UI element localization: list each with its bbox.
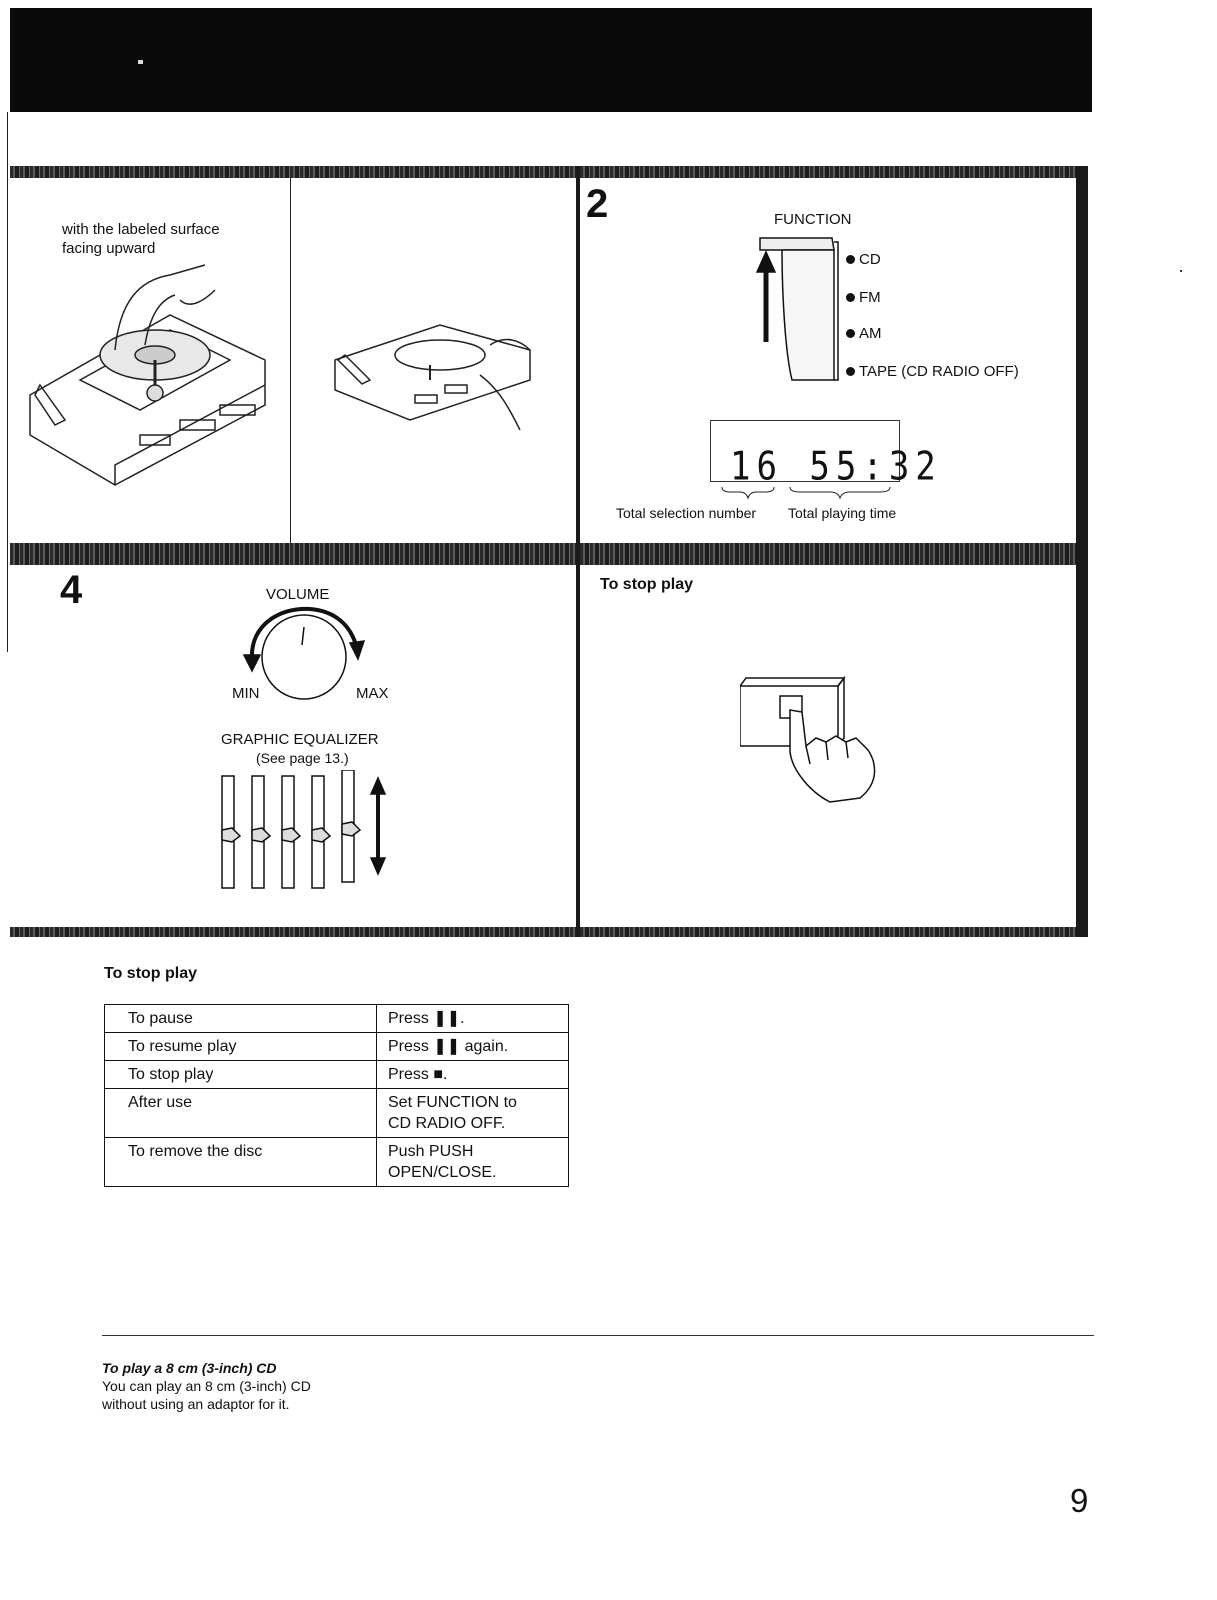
left-margin-rule: [7, 112, 8, 652]
table-row: [105, 1061, 569, 1089]
header-band: [10, 8, 1092, 112]
function-option-fm[interactable]: [846, 289, 881, 306]
eq-slider-1: [222, 776, 240, 888]
graphic-equalizer-illustration[interactable]: [218, 770, 398, 895]
operations-table: [104, 1004, 569, 1187]
function-option-tape[interactable]: [846, 363, 1019, 380]
table-cell-action: To pause: [105, 1005, 377, 1033]
table-row: [105, 1138, 569, 1187]
table-row: [105, 1089, 569, 1138]
table-cell-how: Press ■.: [377, 1061, 569, 1089]
panel-divider-2: [576, 166, 580, 937]
table-cell-how: [377, 1138, 569, 1187]
table-cell-how-line1: Set FUNCTION to: [388, 1094, 517, 1111]
volume-label: VOLUME: [266, 586, 330, 603]
function-switch-illustration[interactable]: [752, 232, 852, 384]
panel-grid-top-border: [10, 166, 1088, 178]
footnote-divider: [102, 1335, 1094, 1336]
equalizer-page-reference: (See page 13.): [256, 750, 349, 766]
footnote-line1: You can play an 8 cm (3-inch) CD: [102, 1378, 311, 1394]
eq-slider-4: [312, 776, 330, 888]
lcd-label-braces: [720, 486, 900, 500]
footnote-body: [102, 1377, 311, 1413]
disc-tray-closing-illustration: [330, 320, 560, 440]
volume-min-label: MIN: [232, 685, 260, 702]
panel1-caption-line1: with the labeled surface: [62, 221, 220, 238]
margin-dot: [1180, 270, 1182, 272]
volume-knob-illustration[interactable]: [240, 605, 370, 701]
table-cell-how-line2: CD RADIO OFF.: [388, 1115, 506, 1132]
table-cell-how-line1: Push PUSH: [388, 1143, 474, 1160]
table-cell-action: To stop play: [105, 1061, 377, 1089]
panel-grid-bottom-border: [10, 927, 1088, 937]
function-option-am-label: AM: [859, 325, 882, 342]
function-option-fm-label: FM: [859, 289, 881, 306]
page-number: 9: [1070, 1482, 1089, 1519]
table-row: [105, 1033, 569, 1061]
header-bullet: [138, 60, 143, 64]
equalizer-label: GRAPHIC EQUALIZER: [221, 731, 379, 748]
disc-loading-illustration: [20, 260, 270, 500]
table-row: [105, 1005, 569, 1033]
function-option-am[interactable]: [846, 325, 882, 342]
lcd-label-selection: Total selection number: [616, 505, 757, 521]
volume-max-label: MAX: [356, 685, 389, 702]
footnote-line2: without using an adaptor for it.: [102, 1396, 290, 1412]
eq-slider-3: [282, 776, 300, 888]
panel1-caption-line2: facing upward: [62, 240, 156, 257]
table-cell-how: [377, 1089, 569, 1138]
panel-grid-right-border: [1076, 166, 1088, 937]
panel-divider-1: [290, 178, 291, 543]
table-cell-action: To remove the disc: [105, 1138, 377, 1187]
function-option-tape-label: TAPE (CD RADIO OFF): [859, 363, 1019, 380]
step-number-2: 2: [586, 182, 609, 226]
table-title: To stop play: [104, 965, 198, 982]
table-cell-how: Press ❚❚.: [377, 1005, 569, 1033]
step-number-4: 4: [60, 568, 83, 612]
table-cell-action: To resume play: [105, 1033, 377, 1061]
table-cell-action: After use: [105, 1089, 377, 1138]
footnote-title: To play a 8 cm (3-inch) CD: [102, 1360, 277, 1376]
eq-slider-5: [342, 770, 360, 882]
lcd-label-playing-time: Total playing time: [788, 505, 897, 521]
stop-button-press-illustration[interactable]: [740, 672, 890, 812]
panel1-caption: [62, 220, 220, 258]
table-cell-how-line2: OPEN/CLOSE.: [388, 1164, 497, 1181]
function-option-cd-label: CD: [859, 251, 881, 268]
lcd-display-reading: 16 55:32: [730, 444, 942, 490]
function-option-cd[interactable]: [846, 251, 881, 268]
table-cell-how: Press ❚❚ again.: [377, 1033, 569, 1061]
panel-grid-middle-border: [10, 543, 1088, 565]
panel5-title: To stop play: [600, 576, 694, 593]
eq-slider-2: [252, 776, 270, 888]
function-label: FUNCTION: [774, 211, 852, 228]
